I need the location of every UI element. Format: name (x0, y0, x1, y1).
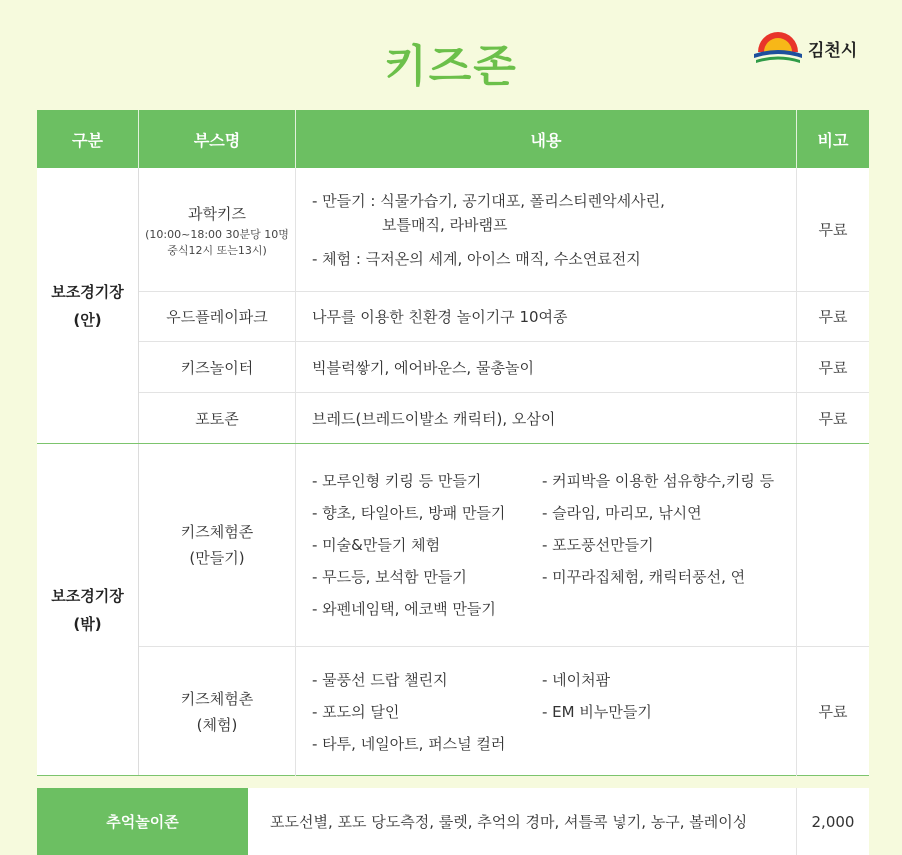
content-line: - 포도의 달인 (312, 702, 400, 721)
gimcheon-logo-icon (752, 30, 804, 66)
booth-name: 키즈체험존 (180, 523, 254, 541)
booth-cell: 키즈놀이터 (139, 342, 296, 392)
content-cell (296, 647, 797, 776)
content-cell (296, 444, 797, 646)
fee-cell: 무료 (818, 358, 848, 377)
table-row (139, 393, 869, 443)
content-cell (296, 168, 797, 291)
table-row (139, 168, 869, 292)
group-label-line2: (밖) (73, 614, 102, 633)
booth-note: 중식12시 또는13시) (167, 243, 267, 257)
table-header (37, 110, 869, 168)
content-line: - 미술&만들기 체험 (312, 536, 441, 554)
content-line: - 향초, 타일아트, 방패 만들기 (312, 504, 506, 522)
content-line: - 와펜네임택, 에코백 만들기 (312, 600, 496, 618)
group-outside (37, 444, 869, 776)
fee-cell: 무료 (818, 409, 848, 428)
booth-name: 키즈체험촌 (180, 689, 254, 708)
group-label (37, 444, 139, 775)
group-label-line1: 보조경기장 (51, 586, 124, 605)
memory-zone-row (37, 788, 869, 855)
booth-cell: 우드플레이파크 (139, 292, 296, 341)
fee-cell: 무료 (818, 703, 848, 721)
booth-cell (139, 647, 296, 776)
header-booth: 부스명 (139, 110, 296, 168)
booth-name: 과학키즈 (188, 204, 246, 223)
content-line: - 물풍선 드랍 챌린지 (312, 670, 448, 689)
content-line: - 타투, 네일아트, 퍼스널 컬러 (312, 734, 506, 753)
fee-cell (797, 444, 869, 646)
content-cell: 나무를 이용한 친환경 놀이기구 10여종 (296, 292, 797, 341)
memory-zone-fee: 2,000 (811, 812, 855, 831)
booth-cell (139, 444, 296, 646)
group-label-line2: (안) (73, 310, 102, 329)
content-line: - 커피박을 이용한 섬유향수,키링 등 (542, 472, 775, 490)
booth-note: (10:00~18:00 30분당 10명 (145, 227, 289, 241)
table-row (139, 292, 869, 342)
content-line: - 체험 : 극저온의 세계, 아이스 매직, 수소연료전지 (312, 249, 641, 268)
header-category: 구분 (37, 110, 139, 168)
content-cell: 빅블럭쌓기, 에어바운스, 물총놀이 (296, 342, 797, 392)
content-line: - 무드등, 보석함 만들기 (312, 568, 467, 586)
content-line: - 포도풍선만들기 (542, 536, 654, 554)
table-row (139, 647, 869, 776)
content-line: - 미꾸라집체험, 캐릭터풍선, 연 (542, 568, 746, 586)
memory-zone-label: 추억놀이존 (37, 788, 248, 855)
city-logo (752, 28, 872, 68)
group-inside (37, 168, 869, 444)
booth-name: (체험) (196, 715, 238, 734)
logo-text: 김천시 (808, 40, 858, 61)
content-line: - 슬라임, 마리모, 낚시연 (542, 504, 702, 522)
group-label (37, 168, 139, 443)
booth-name: (만들기) (189, 549, 245, 567)
page-title: 키즈존 (384, 41, 518, 92)
fee-cell: 무료 (818, 221, 848, 239)
memory-zone-content: 포도선별, 포도 당도측정, 룰렛, 추억의 경마, 셔틀콕 넣기, 농구, 볼레이싱 (248, 788, 797, 855)
header-content: 내용 (296, 110, 797, 168)
content-line: 보틀매직, 라바램프 (382, 215, 508, 234)
content-line: - 만들기 : 식물가습기, 공기대포, 폴리스티렌악세사린, (312, 191, 665, 210)
header-note: 비고 (817, 130, 849, 150)
content-line: - EM 비누만들기 (542, 702, 652, 721)
kidszone-table (37, 110, 869, 776)
fee-cell: 무료 (818, 308, 848, 326)
group-label-line1: 보조경기장 (51, 282, 124, 301)
booth-cell (139, 168, 296, 291)
booth-cell: 포토존 (139, 393, 296, 443)
content-cell: 브레드(브레드이발소 캐릭터), 오삼이 (296, 393, 797, 443)
table-row (139, 342, 869, 393)
table-row (139, 444, 869, 647)
content-line: - 모루인형 키링 등 만들기 (312, 472, 482, 490)
content-line: - 네이처팜 (542, 670, 611, 689)
